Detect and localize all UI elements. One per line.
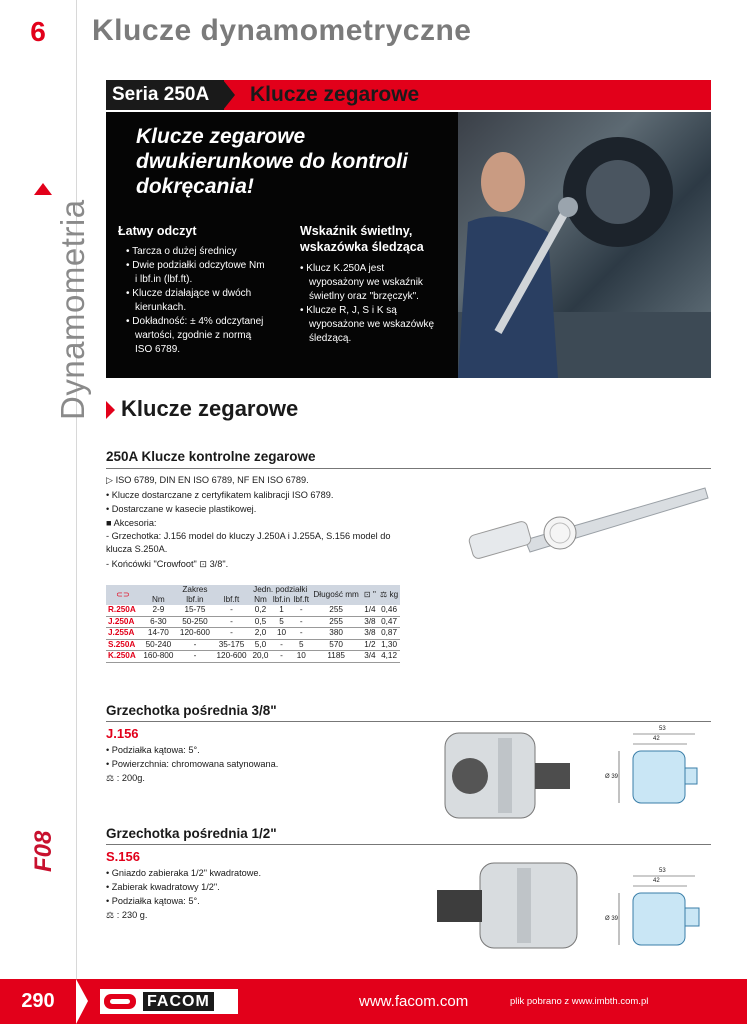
spec-line: ▷ ISO 6789, DIN EN ISO 6789, NF EN ISO 6789. (106, 475, 309, 485)
table-cell: 3/8 (362, 616, 379, 628)
table-cell: - (213, 616, 250, 628)
spec-line: • Klucze dostarczane z certyfikatem kalibracji ISO 6789. (106, 490, 334, 500)
column-header: Nm (140, 595, 177, 605)
section-title: Klucze zegarowe (121, 396, 299, 421)
table-cell: 2,0 (250, 628, 271, 640)
table-row (106, 616, 400, 628)
dim-label: Ø 39 (605, 774, 619, 780)
row-ref: J.255A (106, 628, 140, 640)
divider (106, 721, 711, 722)
promo-box (106, 112, 458, 378)
table-cell: 50-250 (177, 616, 214, 628)
product-title: 250A Klucze kontrolne zegarowe (106, 449, 316, 464)
column-header: Długość mm (311, 585, 362, 605)
table-cell: 10 (292, 651, 311, 663)
spec-line: • Podziałka kątowa: 5°. (106, 745, 200, 755)
list-item: • Klucze działające w dwóch kierunkach. (126, 287, 268, 315)
facom-icon: ⊂⊃ (106, 585, 140, 605)
col2-title: Wskaźnik świetlny, wskazówka śledząca (300, 224, 424, 254)
list-item: • Dokładność: ± 4% odczytanej wartości, zgodnie z normą ISO 6789. (126, 315, 268, 357)
page-number: 290 (0, 979, 76, 1024)
website-link[interactable]: www.facom.com (359, 993, 469, 1010)
col2-list (300, 262, 440, 346)
promo-headline: Klucze zegarowe dwukierunkowe do kontroli dokręcania! (136, 125, 408, 198)
table-cell: 0,47 (378, 616, 400, 628)
list-item: • Klucze R, J, S i K są wyposażone we wskazówkę śledzącą. (300, 304, 440, 346)
section-arrow-icon (106, 401, 115, 419)
ratchet1-image (440, 728, 580, 823)
spec-line: • Podziałka kątowa: 5°. (106, 896, 200, 906)
list-item: • Tarcza o dużej średnicy (126, 245, 268, 259)
spec-line: ⚖ : 200g. (106, 773, 145, 783)
column-header: ⊡ " (362, 585, 379, 605)
table-row (106, 639, 400, 651)
table-cell: 3/4 (362, 651, 379, 663)
spec-line: ⚖ : 230 g. (106, 910, 148, 920)
table-row (106, 628, 400, 640)
ratchet2-drawing (605, 868, 710, 953)
column-header: ⚖ kg (378, 585, 400, 605)
spec-line: klucza S.250A. (106, 544, 168, 554)
column-header: Nm (250, 595, 271, 605)
workshop-photo (458, 112, 711, 378)
table-cell: - (292, 616, 311, 628)
row-ref: R.250A (106, 605, 140, 616)
table-cell: 120-600 (177, 628, 214, 640)
spec-line: • Gniazdo zabieraka 1/2" kwadratowe. (106, 868, 262, 878)
brand-name: FACOM (143, 992, 214, 1011)
series-label: Seria 250A (106, 80, 224, 110)
table-cell: 15-75 (177, 605, 214, 616)
table-row (106, 605, 400, 616)
table-cell: 255 (311, 605, 362, 616)
table-cell: - (292, 605, 311, 616)
table-cell: 120-600 (213, 651, 250, 663)
dim-label: 42 (653, 878, 660, 884)
table-cell: 255 (311, 616, 362, 628)
sidebar-title: Dynamometria (54, 199, 91, 420)
table-cell: 2-9 (140, 605, 177, 616)
row-ref: J.250A (106, 616, 140, 628)
column-header: lbf.ft (213, 595, 250, 605)
spec-line: - Końcówki "Crowfoot" ⊡ 3/8". (106, 559, 229, 569)
table-cell: 0,46 (378, 605, 400, 616)
table-cell: - (177, 639, 214, 651)
row-ref: K.250A (106, 651, 140, 663)
dim-label: 53 (659, 868, 666, 874)
divider (106, 468, 711, 469)
column-header: lbf.ft (293, 595, 309, 604)
credit-text: plik pobrano z www.imbth.com.pl (510, 996, 649, 1007)
table-cell: 5 (271, 616, 292, 628)
ratchet2-image (432, 858, 582, 953)
table-cell: 160-800 (140, 651, 177, 663)
up-arrow-icon (34, 183, 52, 195)
spec-line: - Grzechotka: J.156 model do kluczy J.250A i J.255A, S.156 model do (106, 531, 391, 541)
dim-label: 42 (653, 736, 660, 742)
dim-label: Ø 39 (605, 916, 619, 922)
ratchet2-ref: S.156 (106, 849, 140, 864)
sidebar-brand: F08 (30, 830, 57, 872)
table-cell: 3/8 (362, 628, 379, 640)
torque-wrench-image (410, 478, 710, 588)
table-cell: 1 (271, 605, 292, 616)
column-header: lbf.in (177, 595, 214, 605)
table-cell: 4,12 (378, 651, 400, 663)
table-cell: 20,0 (250, 651, 271, 663)
chapter-number: 6 (30, 16, 46, 47)
list-item: • Klucz K.250A jest wyposażony we wskaźnik świetlny oraz "brzęczyk". (300, 262, 440, 304)
divider (106, 844, 711, 845)
spec-line: ■ Akcesoria: (106, 518, 157, 528)
spec-line: • Dostarczane w kasecie plastikowej. (106, 504, 257, 514)
spec-line: • Powierzchnia: chromowana satynowana. (106, 759, 279, 769)
chevron-right-icon (76, 979, 88, 1024)
ratchet1-drawing (605, 726, 710, 811)
table-cell: 1,30 (378, 639, 400, 651)
sidebar (0, 0, 91, 1024)
spec-table (106, 585, 400, 663)
table-cell: 14-70 (140, 628, 177, 640)
table-cell: 1/2 (362, 639, 379, 651)
table-cell: 1185 (311, 651, 362, 663)
table-cell: 50-240 (140, 639, 177, 651)
table-cell: 0,2 (250, 605, 271, 616)
col1-list (126, 245, 268, 357)
group-header: Jedn. podziałki (250, 585, 311, 595)
table-cell: 35-175 (213, 639, 250, 651)
table-cell: 0,5 (250, 616, 271, 628)
table-cell: - (271, 651, 292, 663)
table-cell: 0,87 (378, 628, 400, 640)
table-cell: - (213, 605, 250, 616)
table-cell: 5 (292, 639, 311, 651)
ratchet1-title: Grzechotka pośrednia 3/8" (106, 703, 277, 718)
spec-line: • Zabierak kwadratowy 1/2". (106, 882, 220, 892)
table-cell: - (213, 628, 250, 640)
ratchet2-title: Grzechotka pośrednia 1/2" (106, 826, 277, 841)
column-header: lbf.in (272, 595, 291, 604)
row-ref: S.250A (106, 639, 140, 651)
chevron-right-icon (223, 80, 235, 110)
table-row (106, 651, 400, 663)
col1-title: Łatwy odczyt (118, 224, 197, 238)
table-cell: - (292, 628, 311, 640)
list-item: • Dwie podziałki odczytowe Nm i lbf.in (lbf.ft). (126, 259, 268, 287)
table-cell: - (177, 651, 214, 663)
series-title: Klucze zegarowe (250, 83, 420, 106)
table-cell: 1/4 (362, 605, 379, 616)
group-header: Zakres (140, 585, 250, 595)
table-cell: 10 (271, 628, 292, 640)
table-cell: 380 (311, 628, 362, 640)
table-cell: 570 (311, 639, 362, 651)
table-cell: - (271, 639, 292, 651)
page-title: Klucze dynamometryczne (92, 14, 472, 47)
ratchet1-ref: J.156 (106, 726, 139, 741)
dim-label: 53 (659, 726, 666, 732)
table-cell: 6-30 (140, 616, 177, 628)
table-cell: 5,0 (250, 639, 271, 651)
